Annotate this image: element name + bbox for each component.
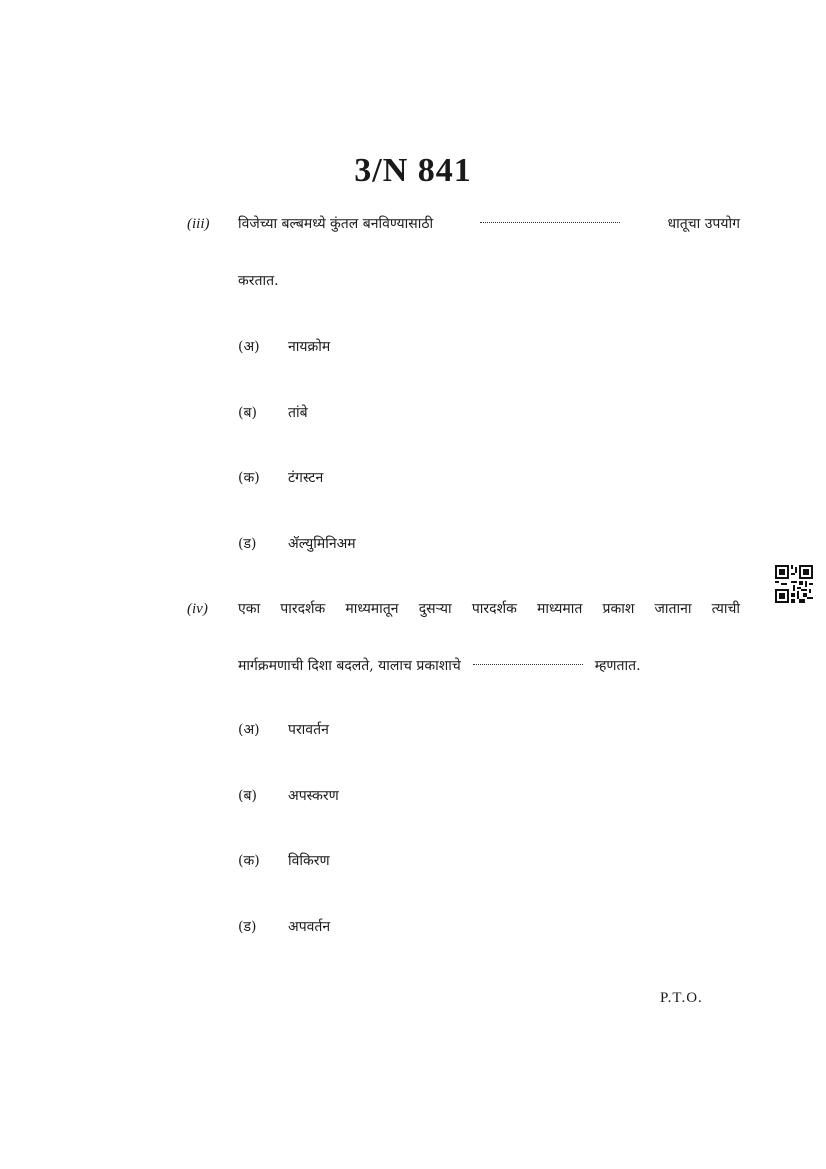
question-iv-line2 xyxy=(238,656,641,675)
option-text: नायक्रोम xyxy=(288,339,331,355)
option-text: अपस्करण xyxy=(288,788,339,804)
option-iii-d xyxy=(238,534,356,553)
option-label: (ब) xyxy=(238,788,257,804)
option-iv-a xyxy=(238,720,329,739)
option-text: अपवर्तन xyxy=(288,919,331,935)
question-iii-text-after-blank: धातूचा उपयोग xyxy=(667,216,740,232)
option-label: (ड) xyxy=(238,919,257,935)
question-iv-text-before-blank: मार्गक्रमणाची दिशा बदलते, यालाच प्रकाशाचे xyxy=(238,658,461,674)
option-label: (क) xyxy=(238,853,260,869)
option-label: (अ) xyxy=(238,339,260,355)
option-iv-c xyxy=(238,851,330,870)
option-text: ॲल्युमिनिअम xyxy=(288,536,356,552)
pto-label: P.T.O. xyxy=(660,990,703,1006)
option-label: (ब) xyxy=(238,405,257,421)
fill-blank xyxy=(473,663,583,665)
option-text: परावर्तन xyxy=(288,722,329,738)
option-iv-d xyxy=(238,917,330,936)
question-number-iii: (iii) xyxy=(187,216,210,232)
question-iii-line2: करतात. xyxy=(238,273,279,289)
question-iv-text-after-blank: म्हणतात. xyxy=(594,658,641,674)
option-text: विकिरण xyxy=(288,853,330,869)
page-code: 3/N 841 xyxy=(354,152,472,189)
option-text: तांबे xyxy=(288,405,308,421)
question-iii-text-before-blank: विजेच्या बल्बमध्ये कुंतल बनविण्यासाठी xyxy=(238,216,434,232)
option-iii-a xyxy=(238,337,330,356)
qr-code-icon xyxy=(775,565,813,603)
fill-blank xyxy=(480,221,620,223)
question-iii-line1 xyxy=(238,214,740,233)
option-label: (अ) xyxy=(238,722,260,738)
option-iii-b xyxy=(238,403,308,422)
option-label: (क) xyxy=(238,470,260,486)
option-label: (ड) xyxy=(238,536,257,552)
question-number-iv: (iv) xyxy=(187,601,208,617)
option-iv-b xyxy=(238,786,339,805)
option-text: टंगस्टन xyxy=(288,470,324,486)
option-iii-c xyxy=(238,468,323,487)
question-iv-line1: एका पारदर्शक माध्यमातून दुसऱ्या पारदर्शक माध्यमात प्रकाश जाताना त्याची xyxy=(238,601,740,617)
